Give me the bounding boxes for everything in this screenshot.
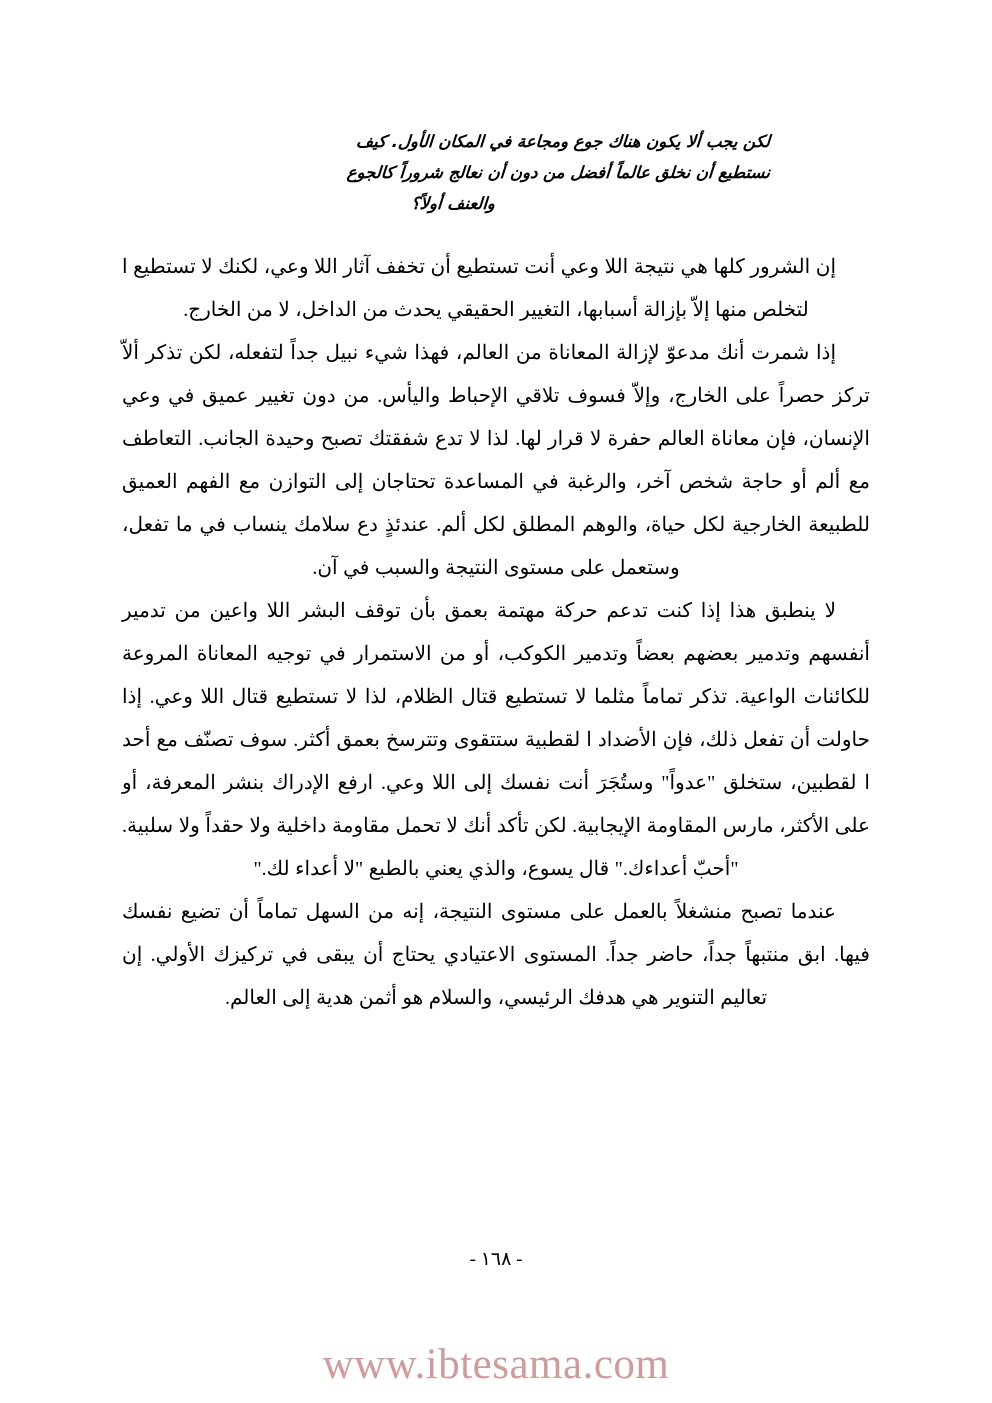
heading-line-2: نستطيع أن نخلق عالماً أفضل من دون أن نعالج شروراً كالجوع xyxy=(346,163,771,182)
site-watermark: www.ibtesama.com xyxy=(322,1341,670,1388)
paragraph-4: عندما تصبح منشغلاً بالعمل على مستوى النتيجة، إنه من السهل تماماً أن تضيع نفسك فيها. ابق منتبهاً جداً، حاضر جداً. المستوى الاعتيادي يحتاج أن يبقى في تركيزك الأولي. إن تعاليم التنوير هي هدفك الرئيسي، والسلام هو أثمن هدية إلى العالم. xyxy=(122,901,870,1009)
heading-line-1: لكن يجب ألا يكون هناك جوع ومجاعة في المكان الأول. كيف xyxy=(355,132,771,151)
paragraph-1: إن الشرور كلها هي نتيجة اللا وعي أنت تستطيع أن تخفف آثار اللا وعي، لكنك لا تستطيع ا لتخلص منها إلاّ بإزالة أسبابها، التغيير الحقيقي يحدث من الداخل، لا من الخارج. xyxy=(122,256,836,321)
paragraph-3: لا ينطبق هذا إذا كنت تدعم حركة مهتمة بعمق بأن توقف البشر اللا واعين من تدمير أنفسهم وتدمير بعضهم بعضاً وتدمير الكوكب، أو من الاستمرار في توجيه المعاناة المروعة للكائنات الواعية. تذكر تماماً مثلما لا تستطيع قتال الظلام، لذا لا تستطيع قتال اللا وعي. إذا حاولت أن تفعل ذلك، فإن الأضداد ا لقطبية ستتقوى وتترسخ بعمق أكثر. سوف تصنّف مع أحد ا لقطبين، ستخلق "عدواً" وستُجَرَ أنت نفسك إلى اللا وعي. ارفع الإدراك بنشر المعرفة، أو على الأكثر، مارس المقاومة الإيجابية. لكن تأكد أنك لا تحمل مقاومة داخلية ولا حقداً ولا سلبية. "أحبّ أعداءك." قال يسوع، والذي يعني بالطبع "لا أعداء لك." xyxy=(122,600,871,880)
body-text xyxy=(122,246,870,1020)
paragraph-2: إذا شمرت أنك مدعوّ لإزالة المعاناة من العالم، فهذا شيء نبيل جداً لتفعله، لكن تذكر ألاّ تركز حصراً على الخارج، وإلاّ فسوف تلاقي الإحباط واليأس. من دون تغيير عميق في وعي الإنسان، فإن معاناة العالم حفرة لا قرار لها. لذا لا تدع شفقتك تصبح وحيدة الجانب. التعاطف مع ألم أو حاجة شخص آخر، والرغبة في المساعدة تحتاجان إلى التوازن مع الفهم العميق للطبيعة الخارجية لكل حياة، والوهم المطلق لكل ألم. عندئذٍ دع سلامك ينساب في ما تفعل، وستعمل على مستوى النتيجة والسبب في آن. xyxy=(122,342,870,579)
page-number: - ١٦٨ - xyxy=(469,1249,523,1270)
heading-line-3: والعنف أولاً؟ xyxy=(410,194,496,213)
pull-quote-heading xyxy=(222,126,770,219)
